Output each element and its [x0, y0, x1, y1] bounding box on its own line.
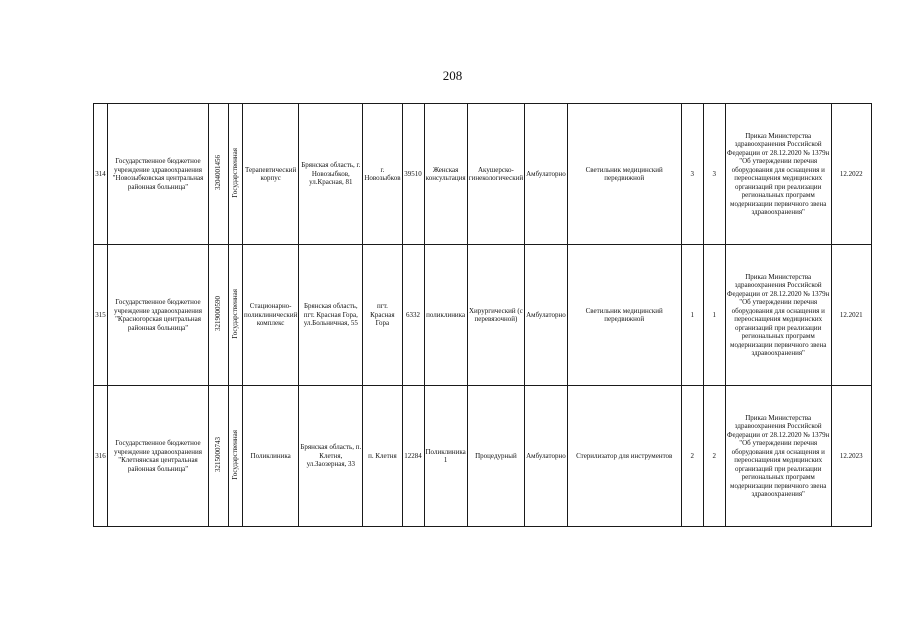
quantity-planned: 3 — [681, 104, 703, 245]
row-number: 314 — [94, 104, 108, 245]
locality: г. Новозыбков — [363, 104, 402, 245]
department: Процедурный — [467, 386, 524, 527]
quantity-total: 3 — [703, 104, 725, 245]
structural-unit: Поликлиника 1 — [424, 386, 467, 527]
inn-cell — [209, 104, 229, 245]
population: 6332 — [402, 245, 424, 386]
care-type: Амбулаторно — [525, 386, 568, 527]
address: Брянская область, г. Новозыбков, ул.Красная, 81 — [299, 104, 363, 245]
row-number: 316 — [94, 386, 108, 527]
locality: п. Клетня — [363, 386, 402, 527]
building-name: Терапевтический корпус — [243, 104, 299, 245]
inn: 3219000590 — [214, 296, 223, 332]
organization-name: Государственное бюджетное учреждение здравоохранения "Новозыбковская центральная районная больница" — [108, 104, 209, 245]
ownership-cell — [229, 245, 243, 386]
table-row — [94, 104, 872, 245]
table-row — [94, 245, 872, 386]
table-row — [94, 386, 872, 527]
equipment-name: Светильник медицинский передвижной — [567, 245, 681, 386]
ownership-form: Государственная — [231, 147, 240, 198]
department: Хирургический (с перевязочной) — [467, 245, 524, 386]
ownership-form: Государственная — [231, 429, 240, 480]
quantity-total: 1 — [703, 245, 725, 386]
ownership-cell — [229, 104, 243, 245]
care-type: Амбулаторно — [525, 104, 568, 245]
equipment-name: Светильник медицинский передвижной — [567, 104, 681, 245]
quantity-planned: 1 — [681, 245, 703, 386]
quantity-planned: 2 — [681, 386, 703, 527]
legal-basis: Приказ Министерства здравоохранения Российской Федерации от 28.12.2020 № 1379н "Об утверждении перечня оборудования для оснащения и переоснащения медицинских организаций при реализации региональных программ модернизации первичного звена здравоохранения" — [725, 386, 831, 527]
structural-unit: поликлиника — [424, 245, 467, 386]
quantity-total: 2 — [703, 386, 725, 527]
care-type: Амбулаторно — [525, 245, 568, 386]
ownership-cell — [229, 386, 243, 527]
ownership-form: Государственная — [231, 288, 240, 339]
delivery-date: 12.2022 — [831, 104, 871, 245]
address: Брянская область, п. Клетня, ул.Заозерная, 33 — [299, 386, 363, 527]
locality: пгт. Красная Гора — [363, 245, 402, 386]
delivery-date: 12.2023 — [831, 386, 871, 527]
organization-name: Государственное бюджетное учреждение здравоохранения "Клетнянская центральная районная больница" — [108, 386, 209, 527]
organization-name: Государственное бюджетное учреждение здравоохранения "Красногорская центральная районная больница" — [108, 245, 209, 386]
building-name: Стационарно-поликлинический комплекс — [243, 245, 299, 386]
equipment-name: Стерилизатор для инструментов — [567, 386, 681, 527]
inn-cell — [209, 245, 229, 386]
population: 12284 — [402, 386, 424, 527]
structural-unit: Женская консультация — [424, 104, 467, 245]
row-number: 315 — [94, 245, 108, 386]
building-name: Поликлиника — [243, 386, 299, 527]
inn: 3215000743 — [214, 437, 223, 473]
legal-basis: Приказ Министерства здравоохранения Российской Федерации от 28.12.2020 № 1379н "Об утверждении перечня оборудования для оснащения и переоснащения медицинских организаций при реализации региональных программ модернизации первичного звена здравоохранения" — [725, 245, 831, 386]
address: Брянская область, пгт. Красная Гора, ул.Больничная, 55 — [299, 245, 363, 386]
equipment-registry-table — [93, 103, 872, 527]
page-number: 208 — [442, 68, 463, 83]
inn: 3204001456 — [214, 155, 223, 191]
legal-basis: Приказ Министерства здравоохранения Российской Федерации от 28.12.2020 № 1379н "Об утверждении перечня оборудования для оснащения и переоснащения медицинских организаций при реализации региональных программ модернизации первичного звена здравоохранения" — [725, 104, 831, 245]
inn-cell — [209, 386, 229, 527]
delivery-date: 12.2021 — [831, 245, 871, 386]
population: 39510 — [402, 104, 424, 245]
department: Акушерско-гинекологический — [467, 104, 524, 245]
